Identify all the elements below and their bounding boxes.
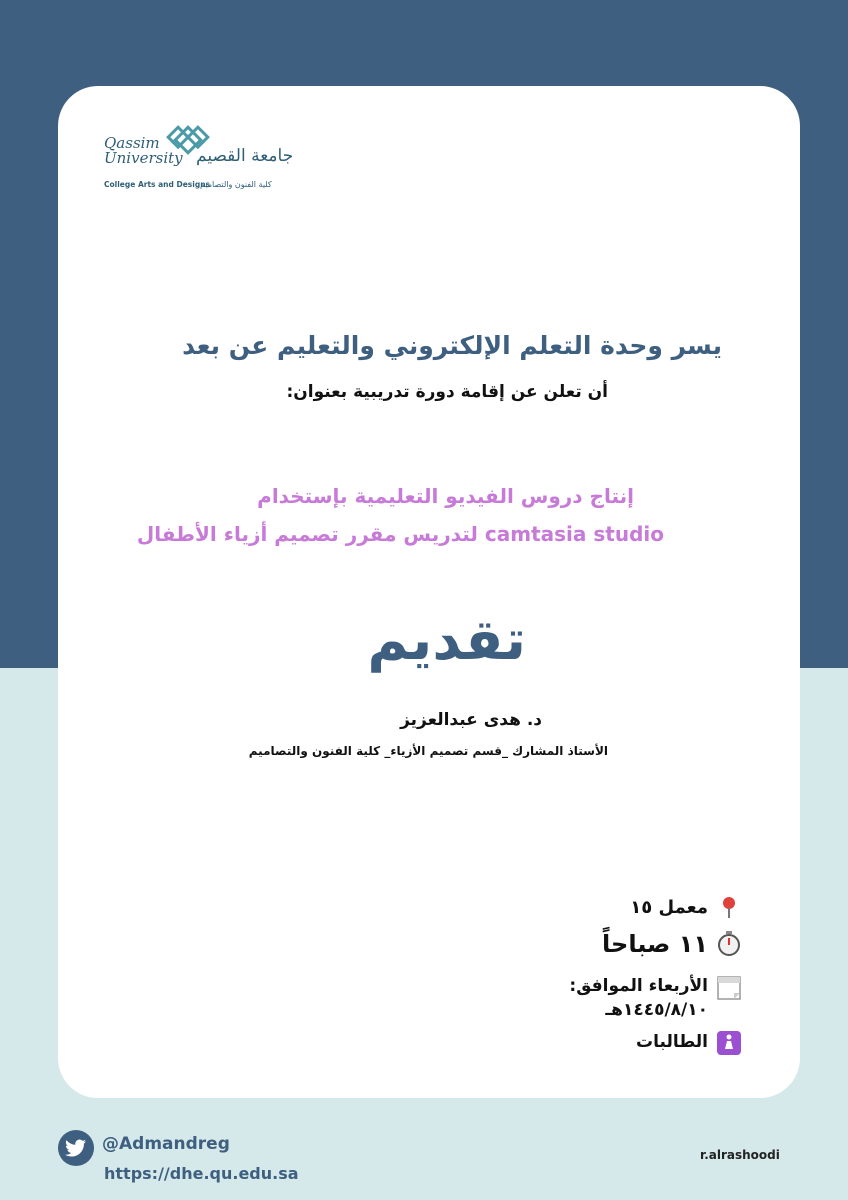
audience-text: الطالبات bbox=[636, 1032, 708, 1052]
presenter-name: د. هدى عبدالعزيز bbox=[400, 710, 542, 730]
presentation-heading: تقديم bbox=[367, 608, 526, 673]
designer-credit: r.alrashoodi bbox=[700, 1148, 780, 1162]
twitter-handle[interactable]: @Admandreg bbox=[102, 1134, 230, 1154]
website-link[interactable]: https://dhe.qu.edu.sa bbox=[104, 1164, 299, 1183]
date-text bbox=[569, 974, 708, 1022]
logo-name-ar: جامعة القصيم bbox=[196, 146, 294, 166]
location-row bbox=[630, 894, 742, 920]
announcement-line-1: يسر وحدة التعلم الإلكتروني والتعليم عن بعد bbox=[182, 331, 722, 360]
date-value: ١٤٤٥/٨/١٠هـ bbox=[605, 1000, 708, 1020]
twitter-bird-icon[interactable] bbox=[58, 1130, 94, 1166]
course-title-line-1: إنتاج دروس الفيديو التعليمية بإستخدام bbox=[257, 484, 634, 508]
audience-row bbox=[636, 1030, 742, 1056]
logo-college-ar: كلية الفنون والتصاميم bbox=[200, 180, 272, 189]
date-row bbox=[569, 974, 742, 1022]
time-text: ١١ صباحاً bbox=[602, 930, 708, 958]
calendar-icon bbox=[716, 974, 742, 1000]
presenter-role: الأستاذ المشارك _قسم تصميم الأزياء_ كلية الفنون والتصاميم bbox=[248, 744, 608, 758]
round-pushpin-icon bbox=[716, 894, 742, 920]
time-row bbox=[602, 930, 742, 958]
female-restroom-icon bbox=[716, 1030, 742, 1056]
logo-college-en: College Arts and Designs bbox=[104, 180, 211, 189]
announcement-line-2: أن تعلن عن إقامة دورة تدريبية بعنوان: bbox=[286, 382, 608, 402]
course-title-line-2: camtasia studio لتدريس مقرر تصميم أزياء الأطفال bbox=[136, 522, 664, 546]
date-label: الأربعاء الموافق: bbox=[569, 976, 708, 996]
location-text: معمل ١٥ bbox=[630, 897, 708, 918]
logo-name-en: Qassim University bbox=[104, 134, 183, 167]
stopwatch-icon bbox=[716, 930, 742, 956]
